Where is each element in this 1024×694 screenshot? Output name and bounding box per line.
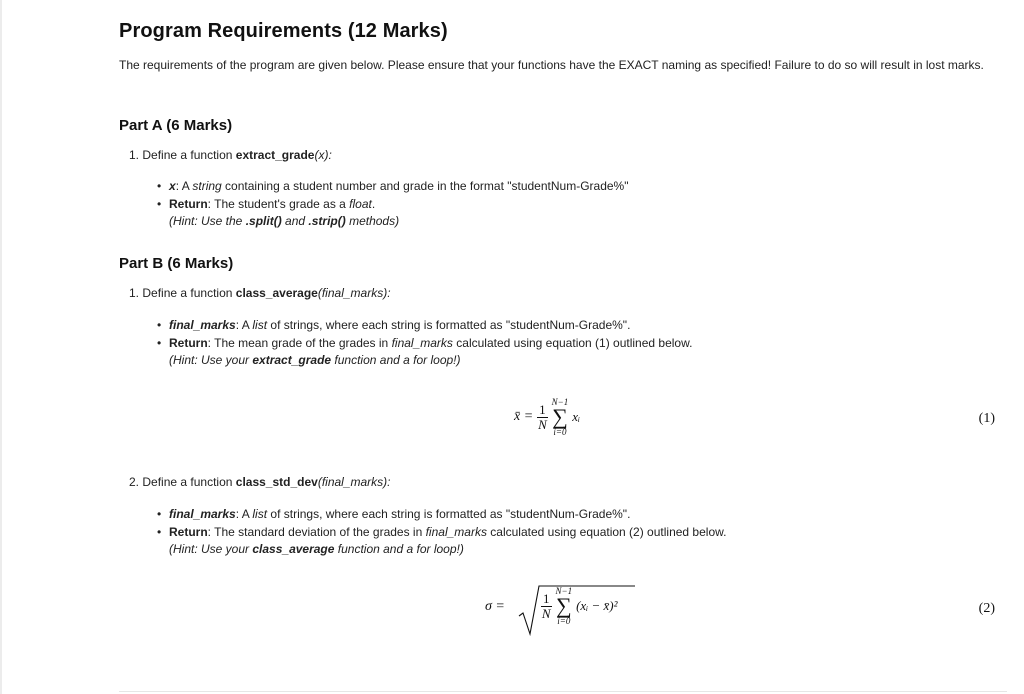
bullet-icon: • (157, 336, 162, 350)
method-name: .split() (245, 214, 282, 228)
type-text: list (252, 507, 268, 521)
function-args: (final_marks): (317, 286, 391, 300)
text: (Hint: Use the (169, 214, 246, 228)
summation (556, 586, 573, 626)
bullet-icon: • (157, 507, 162, 521)
bullet-icon: • (157, 197, 162, 211)
return-label: Return (169, 336, 208, 350)
fraction (537, 403, 548, 432)
list-item (157, 316, 692, 334)
bullet-icon: • (157, 525, 162, 539)
text: (Hint: Use your (169, 353, 253, 367)
left-border (0, 0, 2, 694)
sigma-icon: ∑ (555, 593, 572, 618)
intro-paragraph: The requirements of the program are given below. Please ensure that your functions have the EXACT naming as specified! Failure to do so will result in lost marks. (119, 58, 984, 72)
sum-lower-limit: i=0 (557, 616, 571, 626)
bullet-icon: • (157, 179, 162, 193)
define-text: Define a function (142, 148, 236, 162)
sum-upper-limit: N−1 (555, 586, 573, 596)
part-a-hint (169, 214, 399, 228)
part-b-heading: Part B (6 Marks) (119, 255, 234, 272)
part-b1-hint (169, 353, 461, 367)
part-b-item-2 (129, 475, 391, 489)
sum-lower-limit: i=0 (553, 427, 567, 437)
page-title: Program Requirements (12 Marks) (119, 20, 448, 42)
return-label: Return (169, 525, 208, 539)
text: containing a student number and grade in the format "studentNum-Grade%" (221, 179, 629, 193)
text: of strings, where each string is formatted as "studentNum-Grade%". (267, 507, 631, 521)
type-text: list (252, 318, 268, 332)
numerator: 1 (539, 401, 546, 417)
function-args: (x): (314, 148, 332, 162)
list-item (157, 177, 628, 195)
summation (552, 397, 569, 437)
bullet-icon: • (157, 318, 162, 332)
define-text: Define a function (142, 286, 236, 300)
fraction (541, 592, 552, 621)
equation-number-1: (1) (978, 411, 995, 426)
denominator: N (538, 416, 547, 432)
text: : A (175, 179, 193, 193)
sum-upper-limit: N−1 (551, 397, 569, 407)
param-label: final_marks (169, 318, 236, 332)
function-args: (final_marks): (317, 475, 391, 489)
text: methods) (345, 214, 400, 228)
list-item (157, 334, 692, 352)
equation-mean (514, 397, 580, 437)
sum-term: (xᵢ − x̄)² (576, 598, 618, 613)
item-number: 1. (129, 286, 140, 300)
text: . (371, 197, 376, 211)
text: and (281, 214, 309, 228)
text: function and a for loop!) (331, 353, 461, 367)
function-ref: extract_grade (252, 353, 332, 367)
type-text: float (349, 197, 372, 211)
part-b1-bullets (157, 316, 692, 352)
method-name: .strip() (308, 214, 346, 228)
function-name: extract_grade (235, 148, 315, 162)
function-name: class_std_dev (235, 475, 318, 489)
return-label: Return (169, 197, 208, 211)
text: : The mean grade of the grades in (207, 336, 392, 350)
item-number: 2. (129, 475, 140, 489)
sigma-icon: ∑ (552, 404, 568, 429)
text: : The student's grade as a (207, 197, 350, 211)
divider (119, 691, 1007, 692)
list-item (157, 195, 628, 213)
variable-text: final_marks (425, 525, 487, 539)
text: calculated using equation (1) outlined below. (452, 336, 693, 350)
part-b2-hint (169, 542, 464, 556)
text: : A (235, 318, 253, 332)
part-a-bullets (157, 177, 628, 213)
text: of strings, where each string is formatted as "studentNum-Grade%". (267, 318, 631, 332)
variable-text: final_marks (391, 336, 453, 350)
equation-lhs: x̄ = (514, 409, 534, 424)
list-item (157, 523, 726, 541)
equation-lhs: σ = (485, 599, 505, 614)
function-name: class_average (235, 286, 318, 300)
text: function and a for loop!) (334, 542, 464, 556)
text: : The standard deviation of the grades in (207, 525, 426, 539)
define-text: Define a function (142, 475, 236, 489)
part-b2-bullets (157, 505, 726, 541)
denominator: N (541, 605, 551, 621)
param-label: x (169, 179, 176, 193)
text: (Hint: Use your (169, 542, 253, 556)
equation-number-2: (2) (978, 601, 995, 616)
numerator: 1 (543, 590, 550, 606)
type-text: string (192, 179, 222, 193)
text: calculated using equation (2) outlined below. (486, 525, 727, 539)
part-b-item-1 (129, 286, 391, 300)
sum-term: xᵢ (572, 409, 581, 424)
list-item (157, 505, 726, 523)
part-a-item-1 (129, 148, 332, 162)
part-a-heading: Part A (6 Marks) (119, 117, 233, 134)
param-label: final_marks (169, 507, 236, 521)
radicand (541, 586, 618, 626)
function-ref: class_average (252, 542, 335, 556)
item-number: 1. (129, 148, 140, 162)
text: : A (235, 507, 253, 521)
